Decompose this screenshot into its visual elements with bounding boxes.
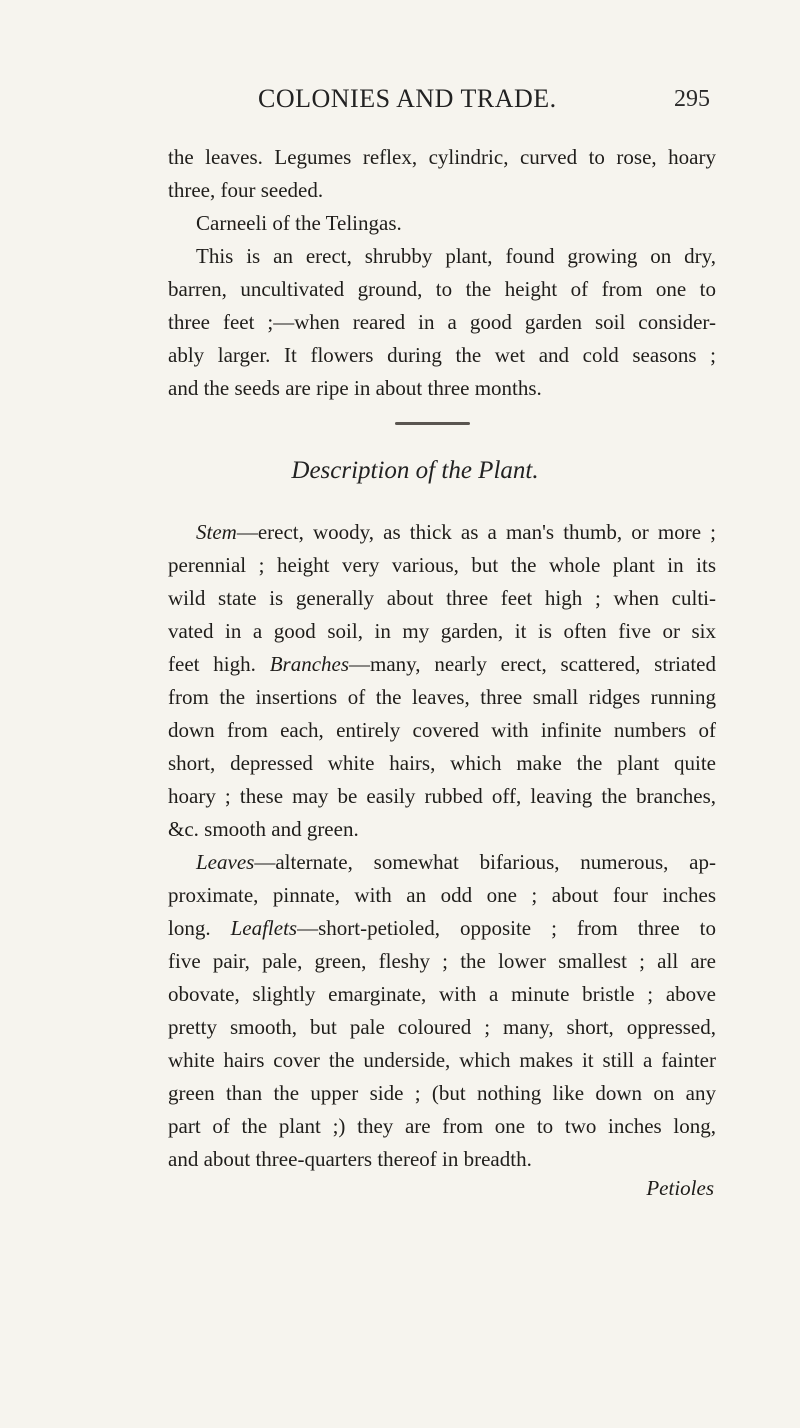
text-line: five pair, pale, green, fleshy ; the lower smallest ; all are [168,949,716,974]
text-line: three, four seeded. [168,178,324,202]
section-heading: Description of the Plant. [291,456,539,484]
text-line: perennial ; height very various, but the whole plant in its [168,553,716,578]
text-line: barren, uncultivated ground, to the height of from one to [168,277,716,301]
text-line: and the seeds are ripe in about three months. [168,376,542,400]
text-line: ably larger. It flowers during the wet and cold seasons ; [168,343,716,367]
text-line: and about three-quarters thereof in breadth. [168,1147,532,1172]
line-text: —alternate, somewhat bifarious, numerous, ap- [254,850,716,875]
text-line: This is an erect, shrubby plant, found growing on dry, [196,244,716,268]
line-text: —many, nearly erect, scattered, striated [349,652,716,677]
term-leaves: Leaves [196,850,255,875]
text-line: down from each, entirely covered with infinite numbers of [168,718,716,743]
text-line: vated in a good soil, in my garden, it is often five or six [168,619,716,644]
line-text: —erect, woody, as thick as a man's thumb, or more ; [236,520,716,545]
running-head [150,84,710,124]
text-line: &c. smooth and green. [168,817,359,842]
line-text: feet high. [168,652,270,677]
text-line: three feet ;—when reared in a good garden soil consider- [168,310,716,334]
text-line: from the insertions of the leaves, three small ridges running [168,685,716,710]
text-line: green than the upper side ; (but nothing like down on any [168,1081,716,1106]
text-line: proximate, pinnate, with an odd one ; about four inches [168,883,716,908]
text-line: hoary ; these may be easily rubbed off, leaving the branches, [168,784,716,809]
running-title: COLONIES AND TRADE. [258,84,557,113]
text-line [196,846,716,879]
text-line: short, depressed white hairs, which make the plant quite [168,751,716,776]
text-line: wild state is generally about three feet high ; when culti- [168,586,716,611]
text-line [168,912,716,945]
text-line: the leaves. Legumes reflex, cylindric, curved to rose, hoary [168,145,716,169]
term-stem: Stem [196,520,237,545]
line-text: —short-petioled, opposite ; from three to [297,916,716,941]
text-line [196,516,716,549]
text-line [168,648,716,681]
page-number: 295 [674,86,710,112]
term-branches: Branches [269,652,350,677]
text-line: pretty smooth, but pale coloured ; many, short, oppressed, [168,1015,716,1040]
text-line: obovate, slightly emarginate, with a minute bristle ; above [168,982,716,1007]
section-divider [395,422,470,425]
line-text: long. [168,916,231,941]
text-line: part of the plant ;) they are from one to two inches long, [168,1114,716,1139]
text-line: Carneeli of the Telingas. [196,211,402,235]
term-leaflets: Leaflets [230,916,298,941]
catchword: Petioles [646,1176,714,1201]
text-line: white hairs cover the underside, which makes it still a fainter [168,1048,716,1073]
